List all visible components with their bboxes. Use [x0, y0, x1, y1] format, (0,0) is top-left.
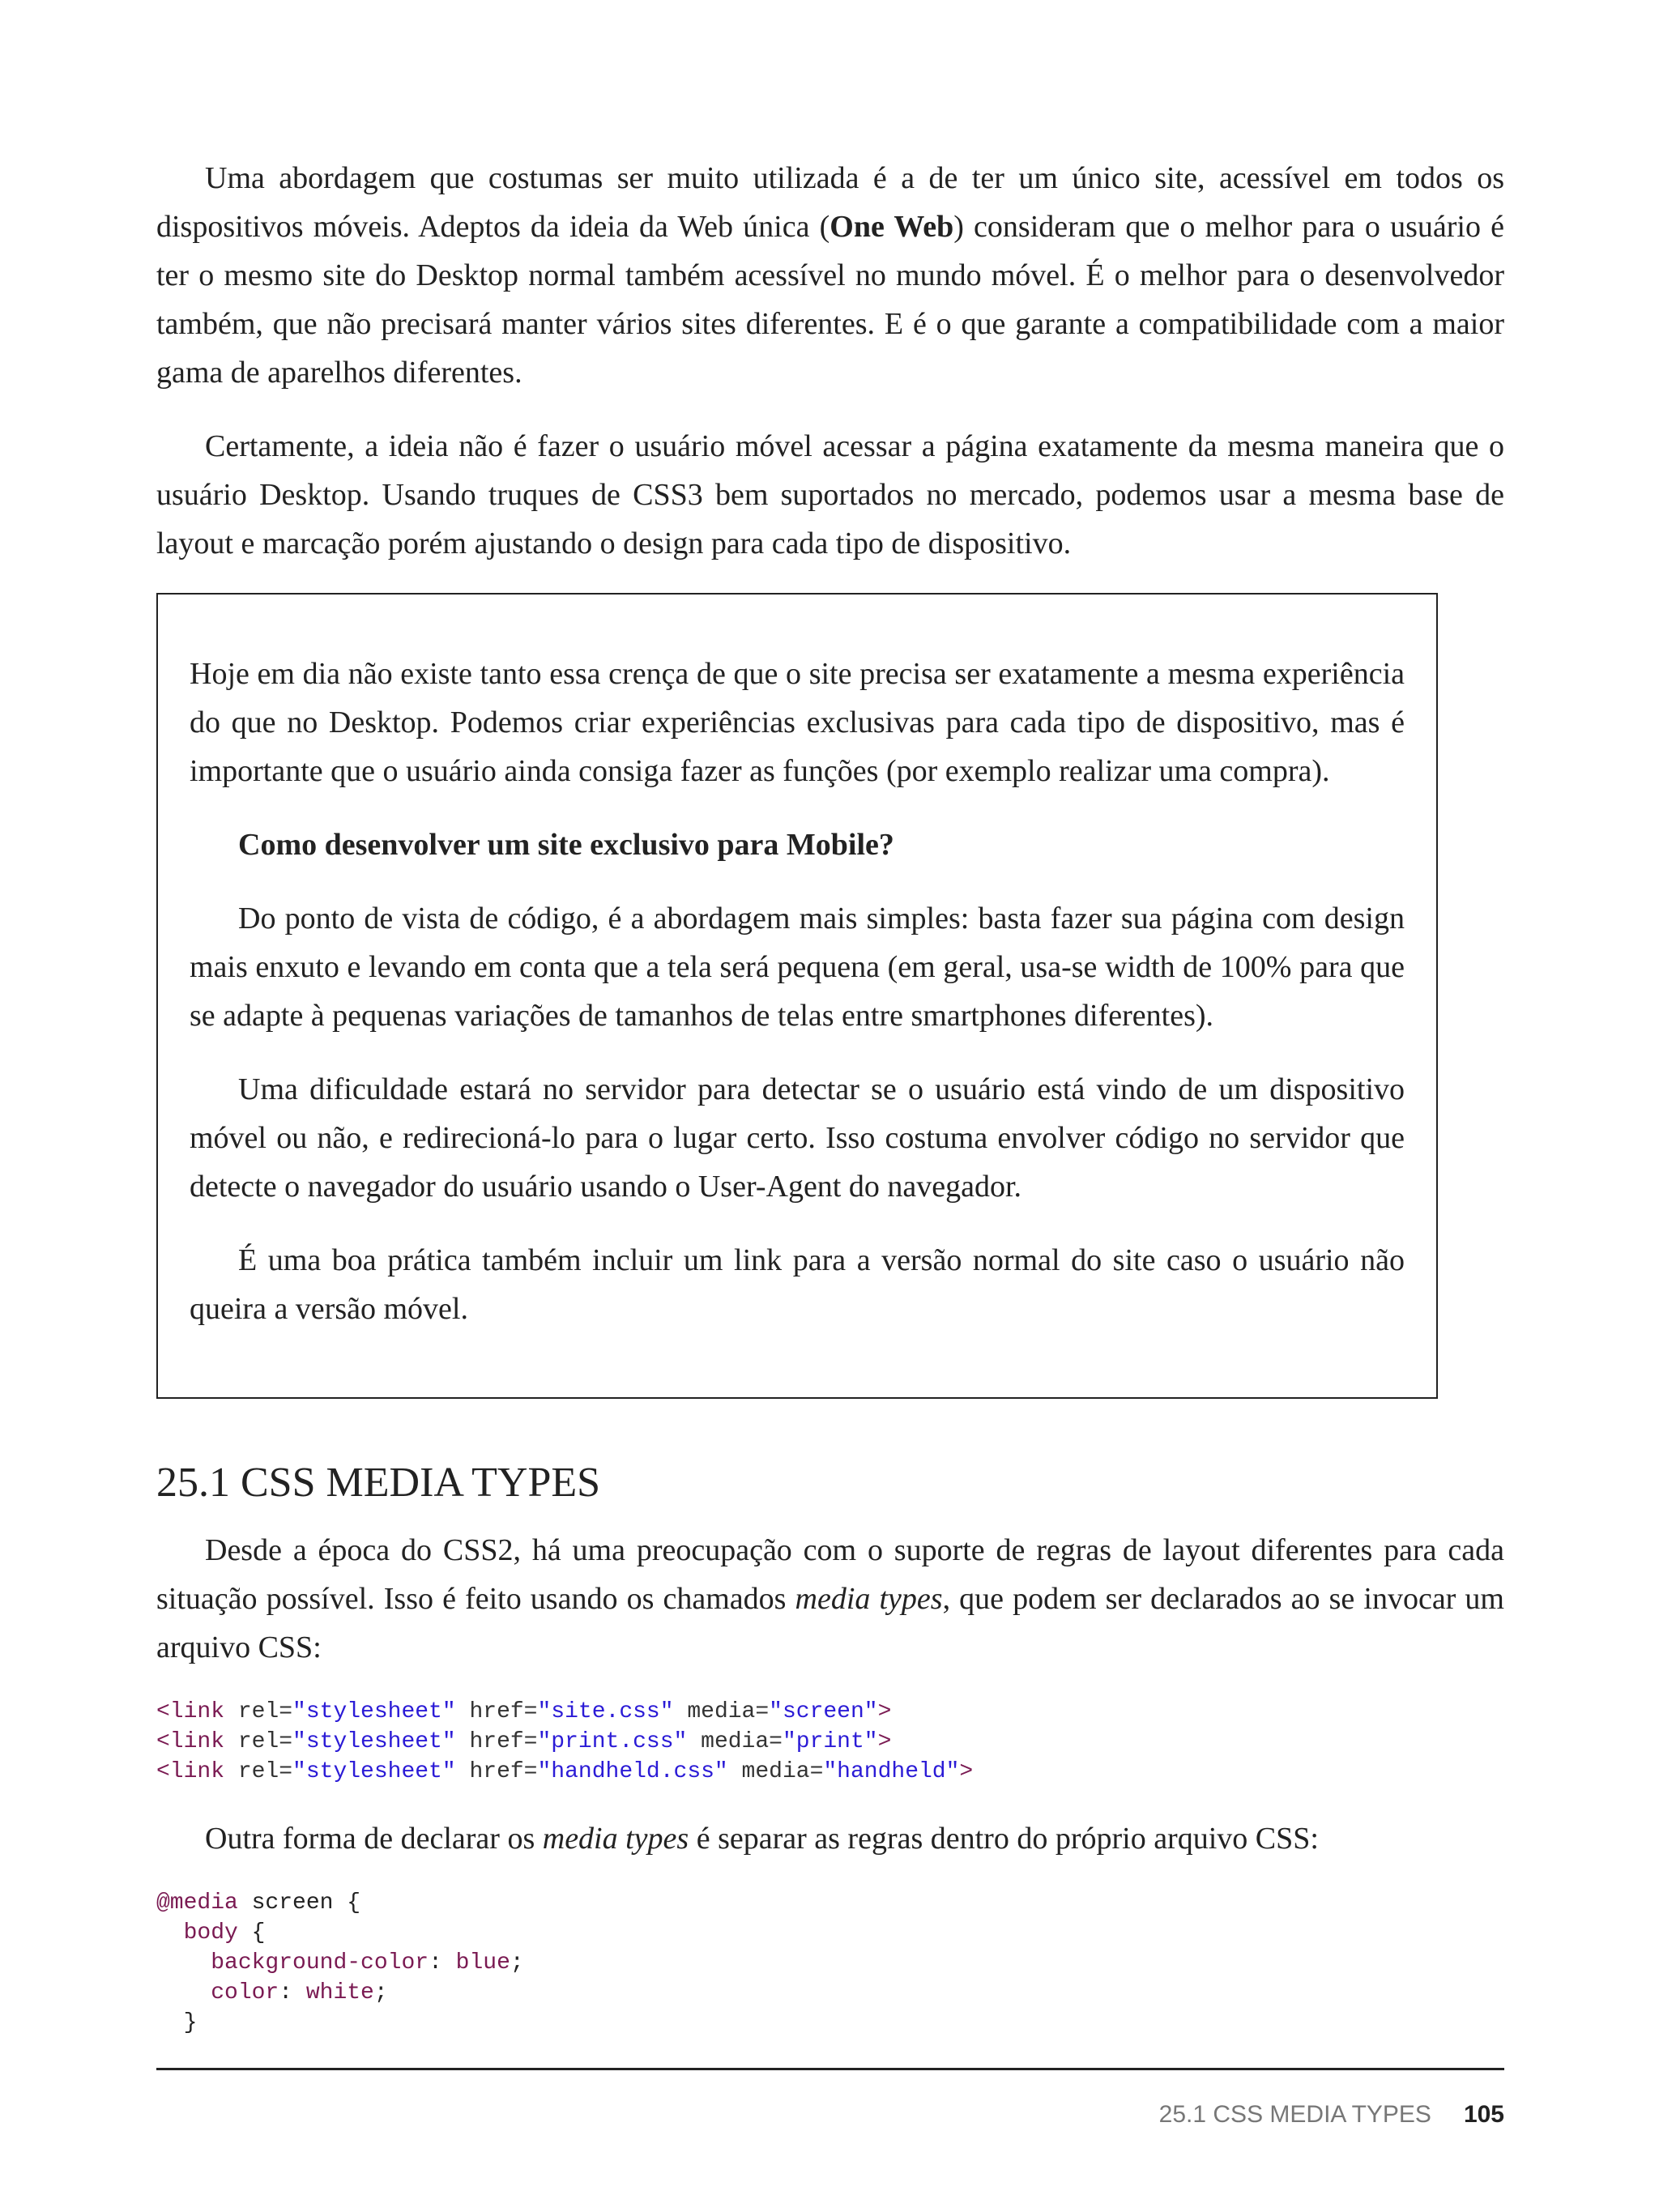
code-token: href= — [455, 1729, 538, 1754]
code-token: background-color — [211, 1950, 429, 1975]
code-token — [156, 1920, 184, 1946]
code-token: "site.css" — [537, 1699, 674, 1724]
code-token: "print" — [782, 1729, 878, 1754]
code-token: : — [279, 1980, 306, 2005]
code-token: "stylesheet" — [292, 1699, 456, 1724]
code-token: > — [877, 1729, 892, 1754]
page-footer — [156, 2068, 1504, 2184]
code-block-links — [156, 1697, 1504, 1787]
code-line — [156, 1729, 891, 1754]
code-token: "print.css" — [537, 1729, 688, 1754]
box-heading: Como desenvolver um site exclusivo para Mobile? — [238, 828, 894, 862]
page-content — [156, 154, 1504, 2065]
code-token: <link — [156, 1699, 225, 1724]
code-token: : — [429, 1950, 456, 1975]
info-box — [156, 593, 1438, 1399]
box-intro: Hoje em dia não existe tanto essa crença de que o site precisa ser exatamente a mesma experiência do que no Desktop. Podemos criar experiências exclusivas para cada tipo de dispositivo, mas é importante que o usuário ainda consiga fazer as funções (por exemplo realizar uma compra). — [190, 657, 1405, 788]
code-token: } — [156, 2010, 198, 2035]
code-token: color — [211, 1980, 279, 2005]
code-token: "handheld.css" — [537, 1759, 728, 1784]
code-token: "stylesheet" — [292, 1729, 456, 1754]
paragraph-text: , que podem ser declarados ao se invocar um arquivo CSS: — [156, 1582, 1504, 1664]
section-heading: 25.1 CSS MEDIA TYPES — [156, 1460, 601, 1506]
code-token: "stylesheet" — [292, 1759, 456, 1784]
code-token: white — [305, 1980, 374, 2005]
code-line — [156, 1699, 891, 1724]
box-paragraph: Uma dificuldade estará no servidor para detectar se o usuário está vindo de um dispositivo móvel ou não, e redirecioná-lo para o lugar certo. Isso costuma envolver código no servidor que detecte o navegador do usuário usando o User-Agent do navegador. — [190, 1072, 1405, 1204]
code-token — [156, 1980, 211, 2005]
code-line — [156, 1759, 973, 1784]
code-token: rel= — [224, 1729, 293, 1754]
page-number: 105 — [1463, 2101, 1504, 2128]
code-token: href= — [455, 1759, 538, 1784]
section-paragraph — [156, 1814, 1504, 1863]
code-token — [156, 1950, 211, 1975]
paragraph-text: Uma abordagem que costumas ser muito utilizada é a de ter um único site, acessível em todos os dispositivos móveis. Adeptos da ideia da Web única ( — [156, 161, 1504, 244]
footer-text — [1159, 2101, 1504, 2129]
code-token: @media — [156, 1890, 238, 1916]
code-token: screen { — [237, 1890, 361, 1916]
box-paragraph: É uma boa prática também incluir um link para a versão normal do site caso o usuário não queira a versão móvel. — [190, 1243, 1405, 1326]
footer-section-title: 25.1 CSS MEDIA TYPES — [1158, 2101, 1431, 2128]
code-token: <link — [156, 1729, 225, 1754]
code-token: rel= — [224, 1699, 293, 1724]
section-paragraph — [156, 1526, 1504, 1672]
bold-term: One Web — [830, 210, 954, 244]
code-block-media — [156, 1888, 1504, 2038]
italic-term: media types — [542, 1822, 689, 1856]
box-paragraph: Do ponto de vista de código, é a abordagem mais simples: basta fazer sua página com design mais enxuto e levando em conta que a tela será pequena (em geral, usa-se width de 100% para que se adapte à pequenas variações de tamanhos de telas entre smartphones diferentes). — [190, 901, 1405, 1033]
code-token: media= — [673, 1699, 770, 1724]
paragraph-text: Desde a época do CSS2, há uma preocupação com o suporte de regras de layout diferentes para cada situação possível. Isso é feito usando os chamados — [156, 1533, 1504, 1616]
paragraph-css3: Certamente, a ideia não é fazer o usuário móvel acessar a página exatamente da mesma maneira que o usuário Desktop. Usando truques de CSS3 bem suportados no mercado, podemos usar a mesma base de layout e marcação porém ajustando o design para cada tipo de dispositivo. — [156, 429, 1504, 560]
code-token: > — [959, 1759, 974, 1784]
paragraph-one-web — [156, 154, 1504, 397]
paragraph-text: Outra forma de declarar os — [205, 1822, 543, 1856]
code-token: <link — [156, 1759, 225, 1784]
code-token: ; — [510, 1950, 524, 1975]
code-token: body — [183, 1920, 238, 1946]
code-token: { — [237, 1920, 266, 1946]
paragraph-text: ) consideram que o melhor para o usuário é ter o mesmo site do Desktop normal também acessível no mundo móvel. É o melhor para o desenvolvedor também, que não precisará manter vários sites diferentes. E é o que garante a compatibilidade com a maior gama de aparelhos diferentes. — [156, 210, 1504, 390]
paragraph-text: é separar as regras dentro do próprio arquivo CSS: — [689, 1822, 1319, 1856]
code-token: "handheld" — [823, 1759, 960, 1784]
code-token: "screen" — [769, 1699, 878, 1724]
code-token: > — [877, 1699, 892, 1724]
italic-term: media types — [795, 1582, 943, 1616]
code-token: media= — [687, 1729, 783, 1754]
code-token: blue — [455, 1950, 510, 1975]
code-token: href= — [455, 1699, 538, 1724]
code-token: media= — [727, 1759, 824, 1784]
code-token: ; — [373, 1980, 388, 2005]
code-token: rel= — [224, 1759, 293, 1784]
